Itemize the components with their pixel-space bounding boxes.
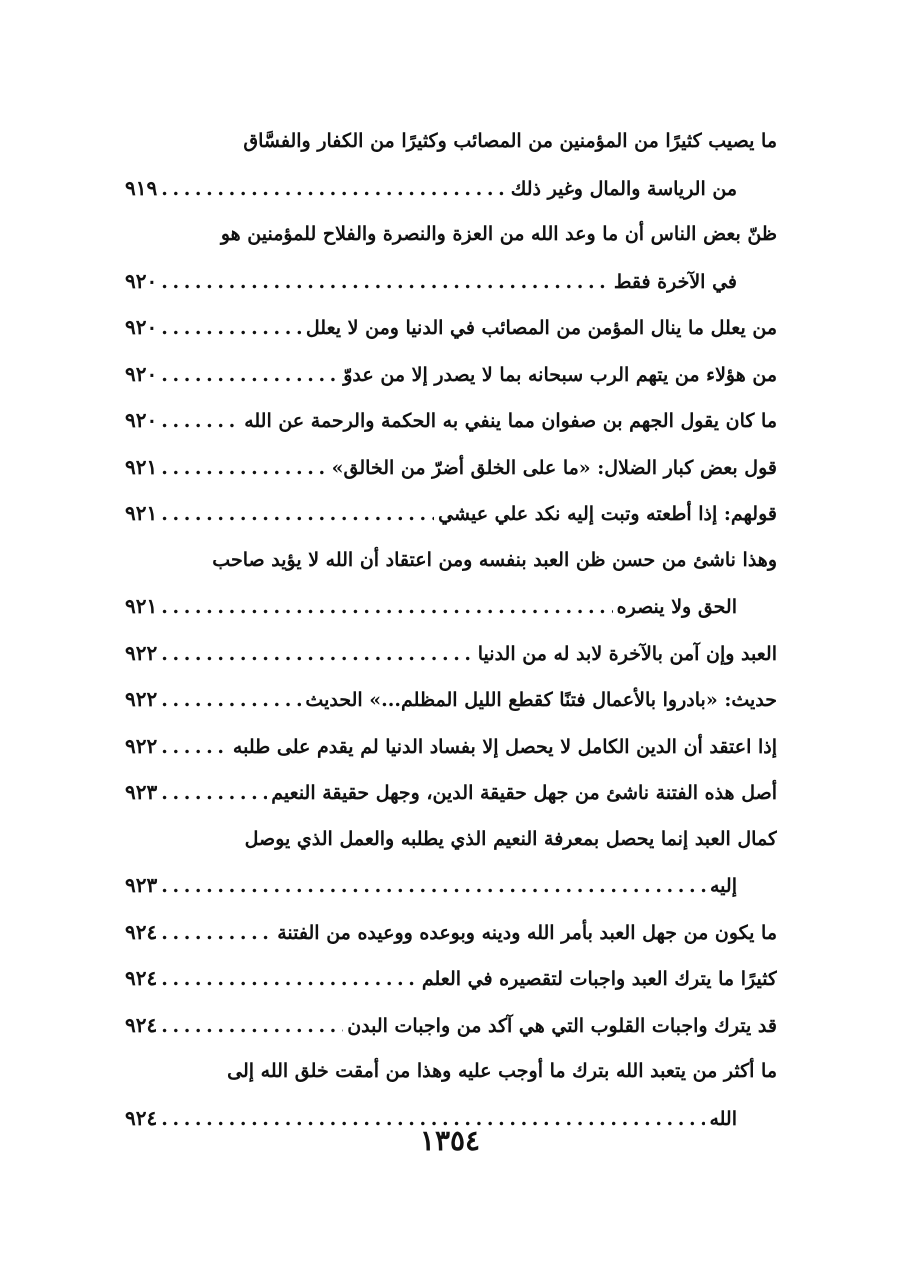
toc-entry-line	[125, 862, 777, 909]
toc-page-number: ٩٢١	[125, 594, 158, 618]
dot-leader	[161, 445, 327, 491]
toc-entry-line	[125, 1002, 777, 1049]
toc-page-number: ٩٢٣	[125, 873, 158, 897]
toc-entry-text: قد يترك واجبات القلوب التي هي آكد من واجبات البدن	[347, 1014, 777, 1037]
toc-entry-line	[125, 444, 777, 491]
toc-entry-text: كثيرًا ما يترك العبد واجبات لتقصيره في العلم	[421, 968, 777, 990]
dot-leader	[161, 770, 267, 816]
toc-entry-text: الله	[709, 1107, 737, 1130]
toc-page-number: ٩٢٠	[125, 268, 158, 293]
dot-leader	[161, 259, 610, 305]
toc-entry-text: العبد وإن آمن بالآخرة لابد له من الدنيا	[477, 642, 777, 665]
toc-entry-line	[125, 955, 777, 1002]
toc-page-number: ٩٢١	[125, 501, 158, 525]
toc-entry-text: إذا اعتقد أن الدين الكامل لا يحصل إلا بفساد الدنيا لم يقدم على طلبه	[232, 735, 777, 758]
toc-entry-text: ما يصيب كثيرًا من المؤمنين من المصائب وكثيرًا من الكفار والفسَّاق	[243, 130, 777, 152]
toc-entry-line	[125, 723, 777, 770]
toc-entry-text: في الآخرة فقط	[613, 270, 737, 293]
dot-leader	[161, 398, 240, 444]
dot-leader	[161, 724, 229, 770]
toc-entry-text: ما يكون من جهل العبد بأمر الله ودينه وبوعده ووعيده من الفتنة	[277, 921, 777, 944]
dot-leader	[161, 631, 474, 677]
toc-entry-line	[125, 630, 777, 677]
dot-leader	[161, 677, 301, 723]
toc-entry-text: ما أكثر من يتعبد الله بترك ما أوجب عليه وهذا من أمقت خلق الله إلى	[227, 1060, 777, 1082]
dot-leader	[161, 863, 706, 909]
toc-entry-text: ظنّ بعض الناس أن ما وعد الله من العزة والنصرة والفلاح للمؤمنين هو	[220, 223, 777, 245]
toc-entry-line	[125, 351, 777, 398]
toc-entry-line	[125, 397, 777, 444]
table-of-contents	[125, 118, 777, 1141]
toc-entry-text: حديث: «بادروا بالأعمال فتنًا كقطع الليل المظلم...» الحديث	[305, 689, 777, 711]
dot-leader	[161, 584, 612, 630]
toc-entry-line	[125, 816, 777, 863]
toc-entry-text: وهذا ناشئ من حسن ظن العبد بنفسه ومن اعتقاد أن الله لا يؤيد صاحب	[212, 548, 777, 571]
toc-page-number: ٩٢٤	[125, 1105, 158, 1130]
toc-entry-line	[125, 258, 777, 305]
toc-entry-line	[125, 769, 777, 816]
toc-entry-line	[125, 490, 777, 537]
toc-entry-line	[125, 165, 777, 212]
page-number: ١٣٥٤	[419, 1124, 481, 1157]
toc-entry-text: من هؤلاء من يتهم الرب سبحانه بما لا يصدر إلا من عدوّ	[343, 363, 777, 386]
toc-page-number: ٩٢٠	[125, 315, 158, 339]
toc-entry-text: قولهم: إذا أطعته وتبت إليه نكد علي عيشي	[438, 503, 777, 525]
toc-page-number: ٩٢٠	[125, 408, 158, 432]
toc-page-number: ٩٢٢	[125, 733, 158, 758]
toc-page-number: ٩١٩	[125, 175, 158, 200]
dot-leader	[161, 352, 339, 398]
toc-entry-text: الحق ولا ينصره	[616, 596, 737, 618]
toc-entry-text: إليه	[710, 875, 737, 897]
toc-entry-text: ما كان يقول الجهم بن صفوان مما ينفي به الحكمة والرحمة عن الله	[244, 410, 777, 432]
toc-entry-line	[125, 211, 777, 258]
toc-entry-line	[125, 304, 777, 351]
toc-entry-line	[125, 583, 777, 630]
toc-entry-text: أصل هذه الفتنة ناشئ من جهل حقيقة الدين، وجهل حقيقة النعيم	[271, 782, 777, 804]
toc-entry-text: كمال العبد إنما يحصل بمعرفة النعيم الذي يطلبه والعمل الذي يوصل	[244, 827, 777, 850]
toc-entry-text: قول بعض كبار الضلال: «ما على الخلق أضرّ من الخالق»	[331, 456, 777, 479]
dot-leader	[161, 910, 273, 956]
dot-leader	[161, 166, 507, 212]
toc-entry-text: من الرياسة والمال وغير ذلك	[510, 177, 737, 200]
toc-page-number: ٩٢٣	[125, 780, 158, 804]
toc-page-number: ٩٢١	[125, 454, 158, 479]
toc-entry-line	[125, 537, 777, 584]
toc-entry-text: من يعلل ما ينال المؤمن من المصائب في الدنيا ومن لا يعلل	[305, 317, 777, 339]
toc-page-number: ٩٢٢	[125, 687, 158, 711]
toc-page-number: ٩٢٤	[125, 966, 158, 990]
toc-entry-line	[125, 676, 777, 723]
dot-leader	[161, 305, 302, 351]
toc-page-number: ٩٢٠	[125, 361, 158, 386]
toc-entry-line	[125, 118, 777, 165]
toc-page-number: ٩٢٢	[125, 640, 158, 665]
dot-leader	[161, 491, 434, 537]
toc-entry-line	[125, 1048, 777, 1095]
dot-leader	[161, 1003, 343, 1049]
toc-entry-line	[125, 909, 777, 956]
dot-leader	[161, 956, 418, 1002]
toc-page-number: ٩٢٤	[125, 919, 158, 944]
toc-page-number: ٩٢٤	[125, 1012, 158, 1037]
